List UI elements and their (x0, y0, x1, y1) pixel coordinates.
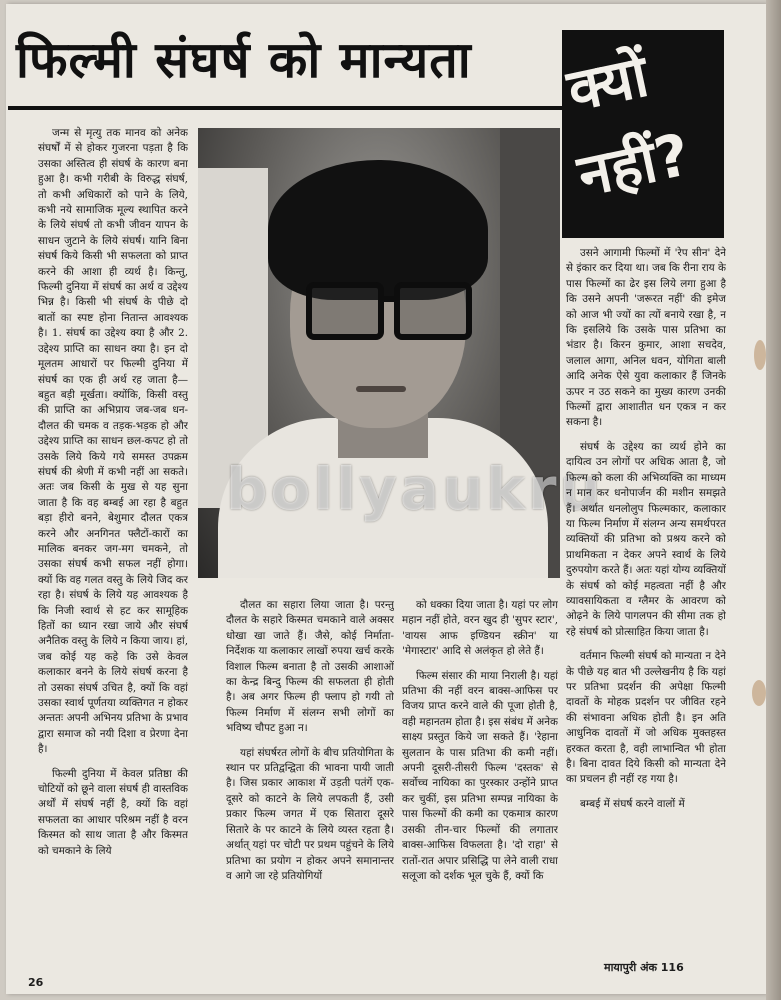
article-column-2 (226, 598, 394, 976)
column-3-paragraph-2: फिल्म संसार की माया निराली है। यहां प्रतिभा की नहीं वरन बाक्स-आफिस पर विजय प्राप्त करने वाले की पूजा होती है, वही महानतम होता है। इस संबंध में अनेक साक्ष्य प्रस्तुत किये जा सकते हैं। 'रेहाना सुलतान के पास प्रतिभा की कमी नहीं। अपनी दूसरी-तीसरी फिल्म 'दस्तक' से सर्वोच्च नायिका का पुरस्कार उन्होंने प्राप्त कर चुकीं, इस प्रतिभा सम्पन्न नायिका के पास फिल्मों की कमी का एकमात्र कारण उसकी तीन-चार फिल्मों की लगातार बाक्स-आफिस विफलता है। 'दो राहा' से रातों-रात अपार प्रसिद्धि पा लेने वाली राधा सलूजा को दर्शक भूल चुके हैं, क्यों कि (402, 669, 558, 882)
article-column-1 (38, 126, 188, 978)
column-3-paragraph-1: को धक्का दिया जाता है। यहां पर लोग महान नहीं होते, वरन खुद ही 'सुपर स्टार', 'वायस आफ इण्डियन स्क्रीन' या 'मेगास्टार' आदि से अलंकृत हो लेते हैं। (402, 599, 558, 658)
column-1-paragraph-1: जन्म से मृत्यु तक मानव को अनेक संघर्षों में से होकर गुजरना पड़ता है कि उसका अस्तित्व ही संघर्ष के कारण बना हुआ है। कभी गरीबी के विरुद्ध संघर्ष, तो कभी अधिकारों को पाने के लिये, कभी नये सामाजिक मूल्य स्थापित करने के लिये संघर्ष तो कभी जीवन यापन के साधन जुटाने के लिये संघर्ष। यानि बिना संघर्ष किये किसी भी सफलता को प्राप्त करने की आशा ही व्यर्थ है। किन्तु, फिल्मी दुनिया में संघर्ष का अर्थ व उद्देश्य भिन्न है। किसी भी संघर्ष के पीछे दो बातों का स्पष्ट होना नितान्त आवश्यक है। 1. संघर्ष का उद्देश्य क्या है और 2. उद्देश्य प्राप्ति का साधन क्या है। इन दो मूलतम आधारों पर फिल्मी दुनिया में संघर्ष का एक ही अर्थ रह जाता है—बहुत बड़ी मूर्खता। क्योंकि, किसी वस्तु की प्राप्ति का अभिप्राय जब-जब धन-दौलत की चमक व तड़क-भड़क हो और उद्देश्य प्राप्ति का साधन छल-कपट हो तो उसके लिये किये गये समस्त उपक्रम संघर्ष की श्रेणी में कभी नहीं आ सकते। अतः जब किसी के मुख से यह सुना जाता है कि वह बम्बई आ रहा है बहुत बड़ा हीरो बनने, बेशुमार दौलत एकत्र करने और अनगिनत फ्लैटों-कारों का मालिक बनकर जग-मग चमकने, तो उसका संघर्ष कभी सफल नहीं होगा। क्यों कि वह गलत वस्तु के लिये जिद कर रहा है। संघर्ष के लिये यह आवश्यक है कि निजी स्वार्थ से हट कर सामूहिक हितों का ध्यान रखा जाये और संघर्ष अनैतिक वस्तु के लिये न किया जाय। हां, जब कोई यह कहे कि उसे केवल कलाकार बनने के लिये संघर्ष करना है तो उसका संघर्ष उचित है, क्यों कि वहां उसका स्वार्थ पूर्णतया व्यक्तिगत न होकर अन्ततः अपनी अभिनय प्रतिभा के प्रभाव द्वारा समाज को नयी दिशा व प्रेरणा देना है। (38, 127, 188, 756)
page-edge-shadow (766, 0, 781, 1000)
portrait-mouth (356, 386, 406, 392)
column-2-paragraph-2: यहां संघर्षरत लोगों के बीच प्रतियोगिता के स्थान पर प्रतिद्वन्द्विता की भावना पायी जाती है। जिस प्रकार आकाश में उड़ती पतंगें एक-दूसरे को काटने के लिये लपकती हैं, उसी प्रकार फिल्म जगत में एक सितारा दूसरे सितारे के पर काटने के लिये व्यस्त रहता है। अर्थात् यहां पर चोटी पर प्रथम पहुंचने के लिये प्रतिभा का प्रयोग न होकर अपने समानान्तर व आगे जा रहे प्रतियोगियों (226, 746, 394, 882)
column-4-paragraph-3: वर्तमान फिल्मी संघर्ष को मान्यता न देने के पीछे यह बात भी उल्लेखनीय है कि यहां पर प्रतिभा प्रदर्शन की अपेक्षा फिल्मी दावतों के मोहक प्रदर्शन पर जीवित रहने की संभावना अधिक होती है। इन अति आधुनिक दावतों में जो अधिक मुक्तहस्त हरकत करता है, वही लाभान्वित भी होता है। बिना दावत दिये किसी को मान्यता देने का प्रचलन ही नहीं रह गया है। (566, 650, 726, 786)
portrait-hair (268, 160, 488, 300)
article-column-3 (402, 598, 558, 976)
article-column-4 (566, 246, 726, 976)
issue-footer: मायापुरी अंक 116 (604, 961, 684, 974)
glasses-right-lens (394, 282, 472, 340)
headline: फिल्मी संघर्ष को मान्यता (16, 31, 472, 89)
paper-stain-1 (754, 340, 766, 370)
page-number: 26 (28, 976, 44, 989)
column-4-paragraph-4: बम्बई में संघर्ष करने वालों में (580, 797, 685, 810)
column-4-paragraph-1: उसने आगामी फिल्मों में 'रेप सीन' देने से इंकार कर दिया था। जब कि रीना राय के पास फिल्मों का ढेर इस लिये लगा हुआ है कि उसने अपनी 'जरूरत नहीं' की इमेज को आज भी ज्यों का त्यों बनाये रखा है, न कि इसलिये कि उसके पास प्रतिभा का भंडार है। किरन कुमार, आशा सचदेव, जलाल आगा, अनिल धवन, योगिता बाली आदि अनेक ऐसे युवा कलाकार हैं जिनके ऊपर न उठ सकने का मुख्य कारण उनकी फिल्मों द्वारा आशातीत धन एकत्र न कर सकना है। (566, 247, 726, 429)
column-1-paragraph-2: फिल्मी दुनिया में केवल प्रतिष्ठा की चोटियों को छूने वाला संघर्ष ही वास्तविक अर्थों में संघर्ष नहीं है, क्यों कि वहां सफलता का आधार परिश्रम नहीं है वरन किस्मत को साथ जाता है और किस्मत को चमकाने के लिये (38, 767, 188, 857)
glasses-bridge (382, 296, 396, 302)
side-title-line2: नहीं? (572, 120, 696, 210)
side-title-line1: क्यों (561, 41, 654, 125)
column-4-paragraph-2: संघर्ष के उद्देश्य का व्यर्थ होने का दायित्व उन लोगों पर अधिक आता है, जो फिल्म को कला की अभिव्यक्ति का माध्यम न मान कर धनोपार्जन की मशीन समझते हैं। अर्थात धनलोलुप फिल्मकार, कलाकार या फिल्म निर्माण में संलग्न अन्य समर्थपरत व्यक्तियों की प्रतिभा को प्रश्रय करने को प्राथमिकता न देकर अपने स्वार्थ के लिये दुरुपयोग करते हैं। अतः यहां योग्य व्यक्तियों के संघर्ष को कोई महत्वता नहीं है और व्यावसायिकता व ग्लैमर के आवरण को ओढ़ने के लिये पागलपन की सीमा तक हो रहे संघर्ष को प्रोत्साहित किया जाता है। (566, 440, 726, 638)
column-2-paragraph-1: दौलत का सहारा लिया जाता है। परन्तु दौलत के सहारे किस्मत चमकाने वाले अक्सर धोखा खा जाते हैं। जैसे, कोई निर्माता-निर्देशक या कलाकार लाखों रुपया खर्च करके विशाल फिल्म बनाता है तो उसकी आशाओं का केन्द्र बिन्दु फिल्म की सफलता ही होती है। अब अगर फिल्म ही फ्लाप हो गयी तो फिल्म निर्माण में संलग्न सभी लोगों का भविष्य चौपट हुआ न। (226, 599, 394, 735)
side-title-box (562, 30, 724, 238)
glasses-left-lens (306, 282, 384, 340)
paper-stain-2 (752, 680, 766, 706)
watermark: bollyaukru (226, 455, 604, 523)
headline-rule (8, 106, 562, 110)
